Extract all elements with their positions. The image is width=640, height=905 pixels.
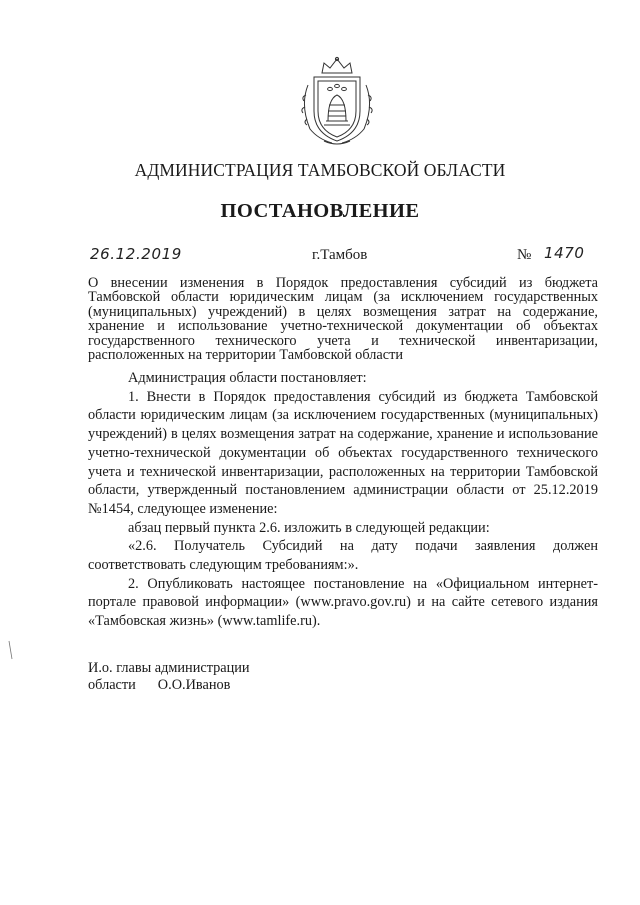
amendment-text-paragraph: «2.6. Получатель Субсидий на дату подачи заявления должен соответствовать следующим требованиям:». xyxy=(88,538,598,574)
handwritten-number: 1470 xyxy=(544,244,585,262)
signatory-name: О.О.Иванов xyxy=(157,677,231,693)
clause-2-paragraph: 2. Опубликовать настоящее постановление на «Официальном интернет-портале правовой информации» (www.pravo.gov.ru) и на сайте сетевого издания «Тамбовская жизнь» (www.tamlife.ru). xyxy=(88,575,598,630)
coat-of-arms-icon xyxy=(294,55,380,147)
document-type-title: ПОСТАНОВЛЕНИЕ xyxy=(220,200,420,222)
amendment-intro-paragraph: абзац первый пункта 2.6. изложить в следующей редакции: xyxy=(128,519,490,536)
agency-name: АДМИНИСТРАЦИЯ ТАМБОВСКОЙ ОБЛАСТИ xyxy=(134,160,506,180)
city: г.Тамбов xyxy=(312,247,368,263)
signature-block xyxy=(88,660,250,694)
signatory-line xyxy=(88,677,250,694)
document-subject: О внесении изменения в Порядок предоставления субсидий из бюджета Тамбовской области юридическим лицам (за исключением государственных (муниципальных) учреждений) в целях возмещения затрат на содержание, хранение и использование учетно-технической документации об объектах государственного технического учета и технической инвентаризации, расположенных на территории Тамбовской области xyxy=(88,275,598,364)
preamble-paragraph: Администрация области постановляет: xyxy=(128,370,367,386)
handwritten-date: 26.12.2019 xyxy=(90,245,182,263)
clause-1-paragraph: 1. Внести в Порядок предоставления субсидий из бюджета Тамбовской области юридическим лицам (за исключением государственных (муниципальных) учреждений) в целях возмещения затрат на содержание, хранение и использование учетно-технической документации об объектах государственного технического учета и технической инвентаризации, расположенных на территории Тамбовской области, утвержденный постановлением администрации области от 25.12.2019 №1454, следующее изменение: xyxy=(88,388,598,517)
scan-mark xyxy=(8,640,14,660)
number-label: № xyxy=(517,247,532,263)
signatory-position-cont: области xyxy=(88,677,136,693)
document-body xyxy=(88,369,598,631)
signatory-position: И.о. главы администрации xyxy=(88,660,250,676)
